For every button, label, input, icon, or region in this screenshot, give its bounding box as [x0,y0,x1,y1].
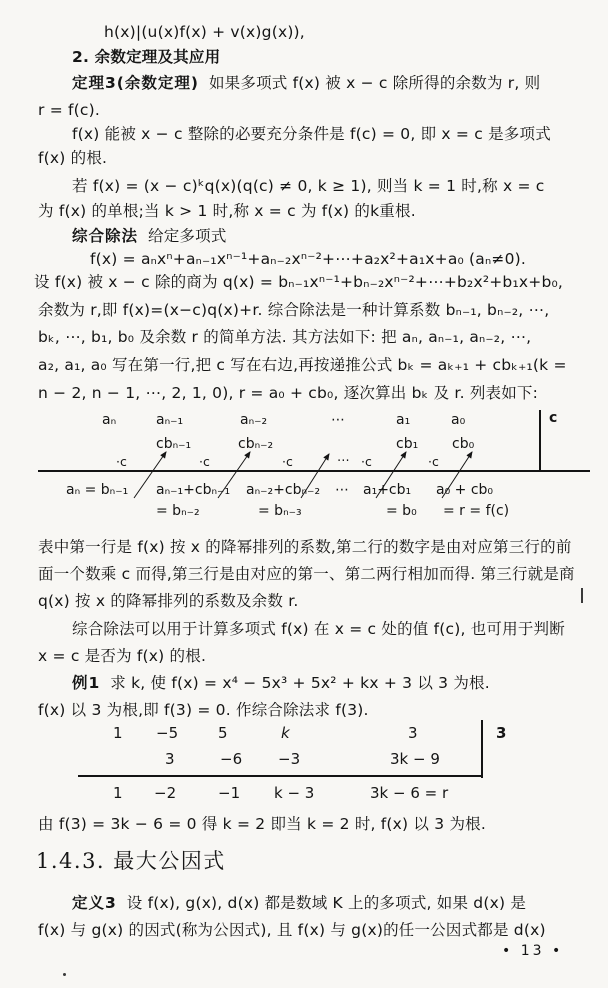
formula-r-equals-fc: r = f(c). [38,101,101,119]
table-cell: k [281,724,290,742]
multiply-c-label: ·c [282,454,293,469]
definition-3-text: 设 f(x), g(x), d(x) 都是数域 K 上的多项式, 如果 d(x) 是 [126,894,527,912]
multiply-c-label: ·c [116,454,127,469]
formula-polynomial-f: f(x) = aₙxⁿ+aₙ₋₁xⁿ⁻¹+aₙ₋₂xⁿ⁻²+⋯+a₂x²+a₁x+a₀ (aₙ≠0). [90,250,527,268]
diagram-cell: ⋯ [335,482,349,498]
paragraph-line: 为 f(x) 的单根;当 k > 1 时,称 x = c 为 f(x) 的k重根. [38,202,416,220]
diagram-cell: aₙ = bₙ₋₁ [66,482,129,498]
paragraph-line: x = c 是否为 f(x) 的根. [38,647,207,665]
table-sum-rule [78,775,482,777]
table-cell: −2 [154,784,177,802]
diagram-cell: cb₀ [452,436,475,452]
scan-artifact-mark [581,588,583,603]
diagram-cell: a₀ [451,412,466,428]
table-cell: 1 [113,784,123,802]
conclusion-line: 由 f(3) = 3k − 6 = 0 得 k = 2 即当 k = 2 时, f(x) 以 3 为根. [38,815,486,833]
diagram-cell: = b₀ [386,503,417,519]
table-cell: −6 [220,750,243,768]
paragraph-line: q(x) 按 x 的降幂排列的系数及余数 r. [38,592,299,610]
paragraph-line: f(x) 以 3 为根,即 f(3) = 0. 作综合除法求 f(3). [38,701,369,719]
paragraph-line: 表中第一行是 f(x) 按 x 的降幂排列的系数,第二行的数字是由对应第三行的前 [38,538,572,556]
multiply-c-label: ·c [361,454,372,469]
theorem-3-line [72,73,540,93]
diagram-cell: = bₙ₋₃ [258,503,302,519]
table-cell: 5 [218,724,228,742]
paragraph-line: f(x) 能被 x − c 整除的必要充分条件是 f(c) = 0, 即 x = c 是多项式 [72,125,551,143]
diagram-cell: a₁ [396,412,411,428]
paragraph-line: 余数为 r,即 f(x)=(x−c)q(x)+r. 综合除法是一种计算系数 bₙ₋₁, bₙ₋₂, ⋯, [38,301,550,319]
page-number: • 13 • [502,943,564,959]
table-divisor-3: 3 [496,724,507,742]
diagram-cell: aₙ₋₁ [156,412,184,428]
table-cell: −3 [278,750,301,768]
theorem-3-label: 定理3(余数定理) [72,74,199,92]
paragraph-line: f(x) 的根. [38,149,108,167]
subsection-2-heading: 2. 余数定理及其应用 [72,48,221,66]
example-1-line [72,673,490,693]
ellipsis-label: ⋯ [337,452,350,467]
diagram-divisor-bar [539,410,541,470]
diagram-cell: aₙ₋₂ [240,412,268,428]
formula-divisibility: h(x)|(u(x)f(x) + v(x)g(x)), [104,23,305,41]
paragraph-line: n − 2, n − 1, ⋯, 2, 1, 0), r = a₀ + cb₀, 逐次算出 bₖ 及 r. 列表如下: [38,384,539,402]
paragraph-line: 若 f(x) = (x − c)ᵏq(x)(q(c) ≠ 0, k ≥ 1), 则当 k = 1 时,称 x = c [72,177,545,195]
synthetic-division-text: 给定多项式 [148,227,227,245]
paragraph-line: bₖ, ⋯, b₁, b₀ 及余数 r 的简单方法. 其方法如下: 把 aₙ, aₙ₋₁, aₙ₋₂, ⋯, [38,328,532,346]
diagram-cell: aₙ₋₁+cbₙ₋₁ [156,482,231,498]
table-cell: 3k − 6 = r [370,784,449,802]
paragraph-line: 面一个数乘 c 而得,第三行是由对应的第一、第二两行相加而得. 第三行就是商 [38,565,575,583]
diagram-cell: a₁+cb₁ [363,482,412,498]
diagram-cell: cb₁ [396,436,419,452]
example-division-table [38,720,590,816]
diagram-cell: ⋯ [331,412,345,428]
diagram-cell: = bₙ₋₂ [156,503,200,519]
table-cell: k − 3 [274,784,315,802]
multiply-c-label: ·c [428,454,439,469]
table-cell: 3 [165,750,175,768]
theorem-3-text: 如果多项式 f(x) 被 x − c 除所得的余数为 r, 则 [208,74,541,92]
definition-3-line [72,893,526,913]
section-heading-1-4-3: 1.4.3. 最大公因式 [36,849,226,873]
table-cell: 3k − 9 [390,750,440,768]
paragraph-line: f(x) 与 g(x) 的因式(称为公因式), 且 f(x) 与 g(x)的任一公因式都是 d(x) [38,921,546,939]
multiply-c-label: ·c [199,454,210,469]
diagram-sum-rule [38,470,590,472]
table-cell: 3 [408,724,418,742]
paragraph-line: a₂, a₁, a₀ 写在第一行,把 c 写在右边,再按递推公式 bₖ = aₖ₊₁ + cbₖ₊₁(k = [38,356,567,374]
diagram-cell: = r = f(c) [443,503,510,519]
table-cell: −5 [156,724,179,742]
synthetic-division-diagram [38,408,590,532]
scan-artifact-dot [63,973,66,976]
synthetic-division-intro [72,226,227,246]
synthetic-division-label: 综合除法 [72,227,139,245]
diagram-divisor-c: c [549,410,558,426]
diagram-cell: aₙ [102,412,117,428]
example-1-text: 求 k, 使 f(x) = x⁴ − 5x³ + 5x² + kx + 3 以 3 为根. [110,674,490,692]
paragraph-line: 设 f(x) 被 x − c 除的商为 q(x) = bₙ₋₁xⁿ⁻¹+bₙ₋₂xⁿ⁻²+⋯+b₂x²+b₁x+b₀, [34,273,564,291]
diagram-cell: cbₙ₋₂ [238,436,274,452]
table-cell: −1 [218,784,241,802]
diagram-cell: aₙ₋₂+cbₙ₋₂ [246,482,321,498]
paragraph-line: 综合除法可以用于计算多项式 f(x) 在 x = c 处的值 f(c), 也可用于判断 [72,620,565,638]
table-divisor-bar [481,720,483,778]
definition-3-label: 定义3 [72,894,117,912]
example-1-label: 例1 [72,674,101,692]
diagram-cell: a₀ + cb₀ [436,482,494,498]
table-cell: 1 [113,724,123,742]
diagram-cell: cbₙ₋₁ [156,436,192,452]
